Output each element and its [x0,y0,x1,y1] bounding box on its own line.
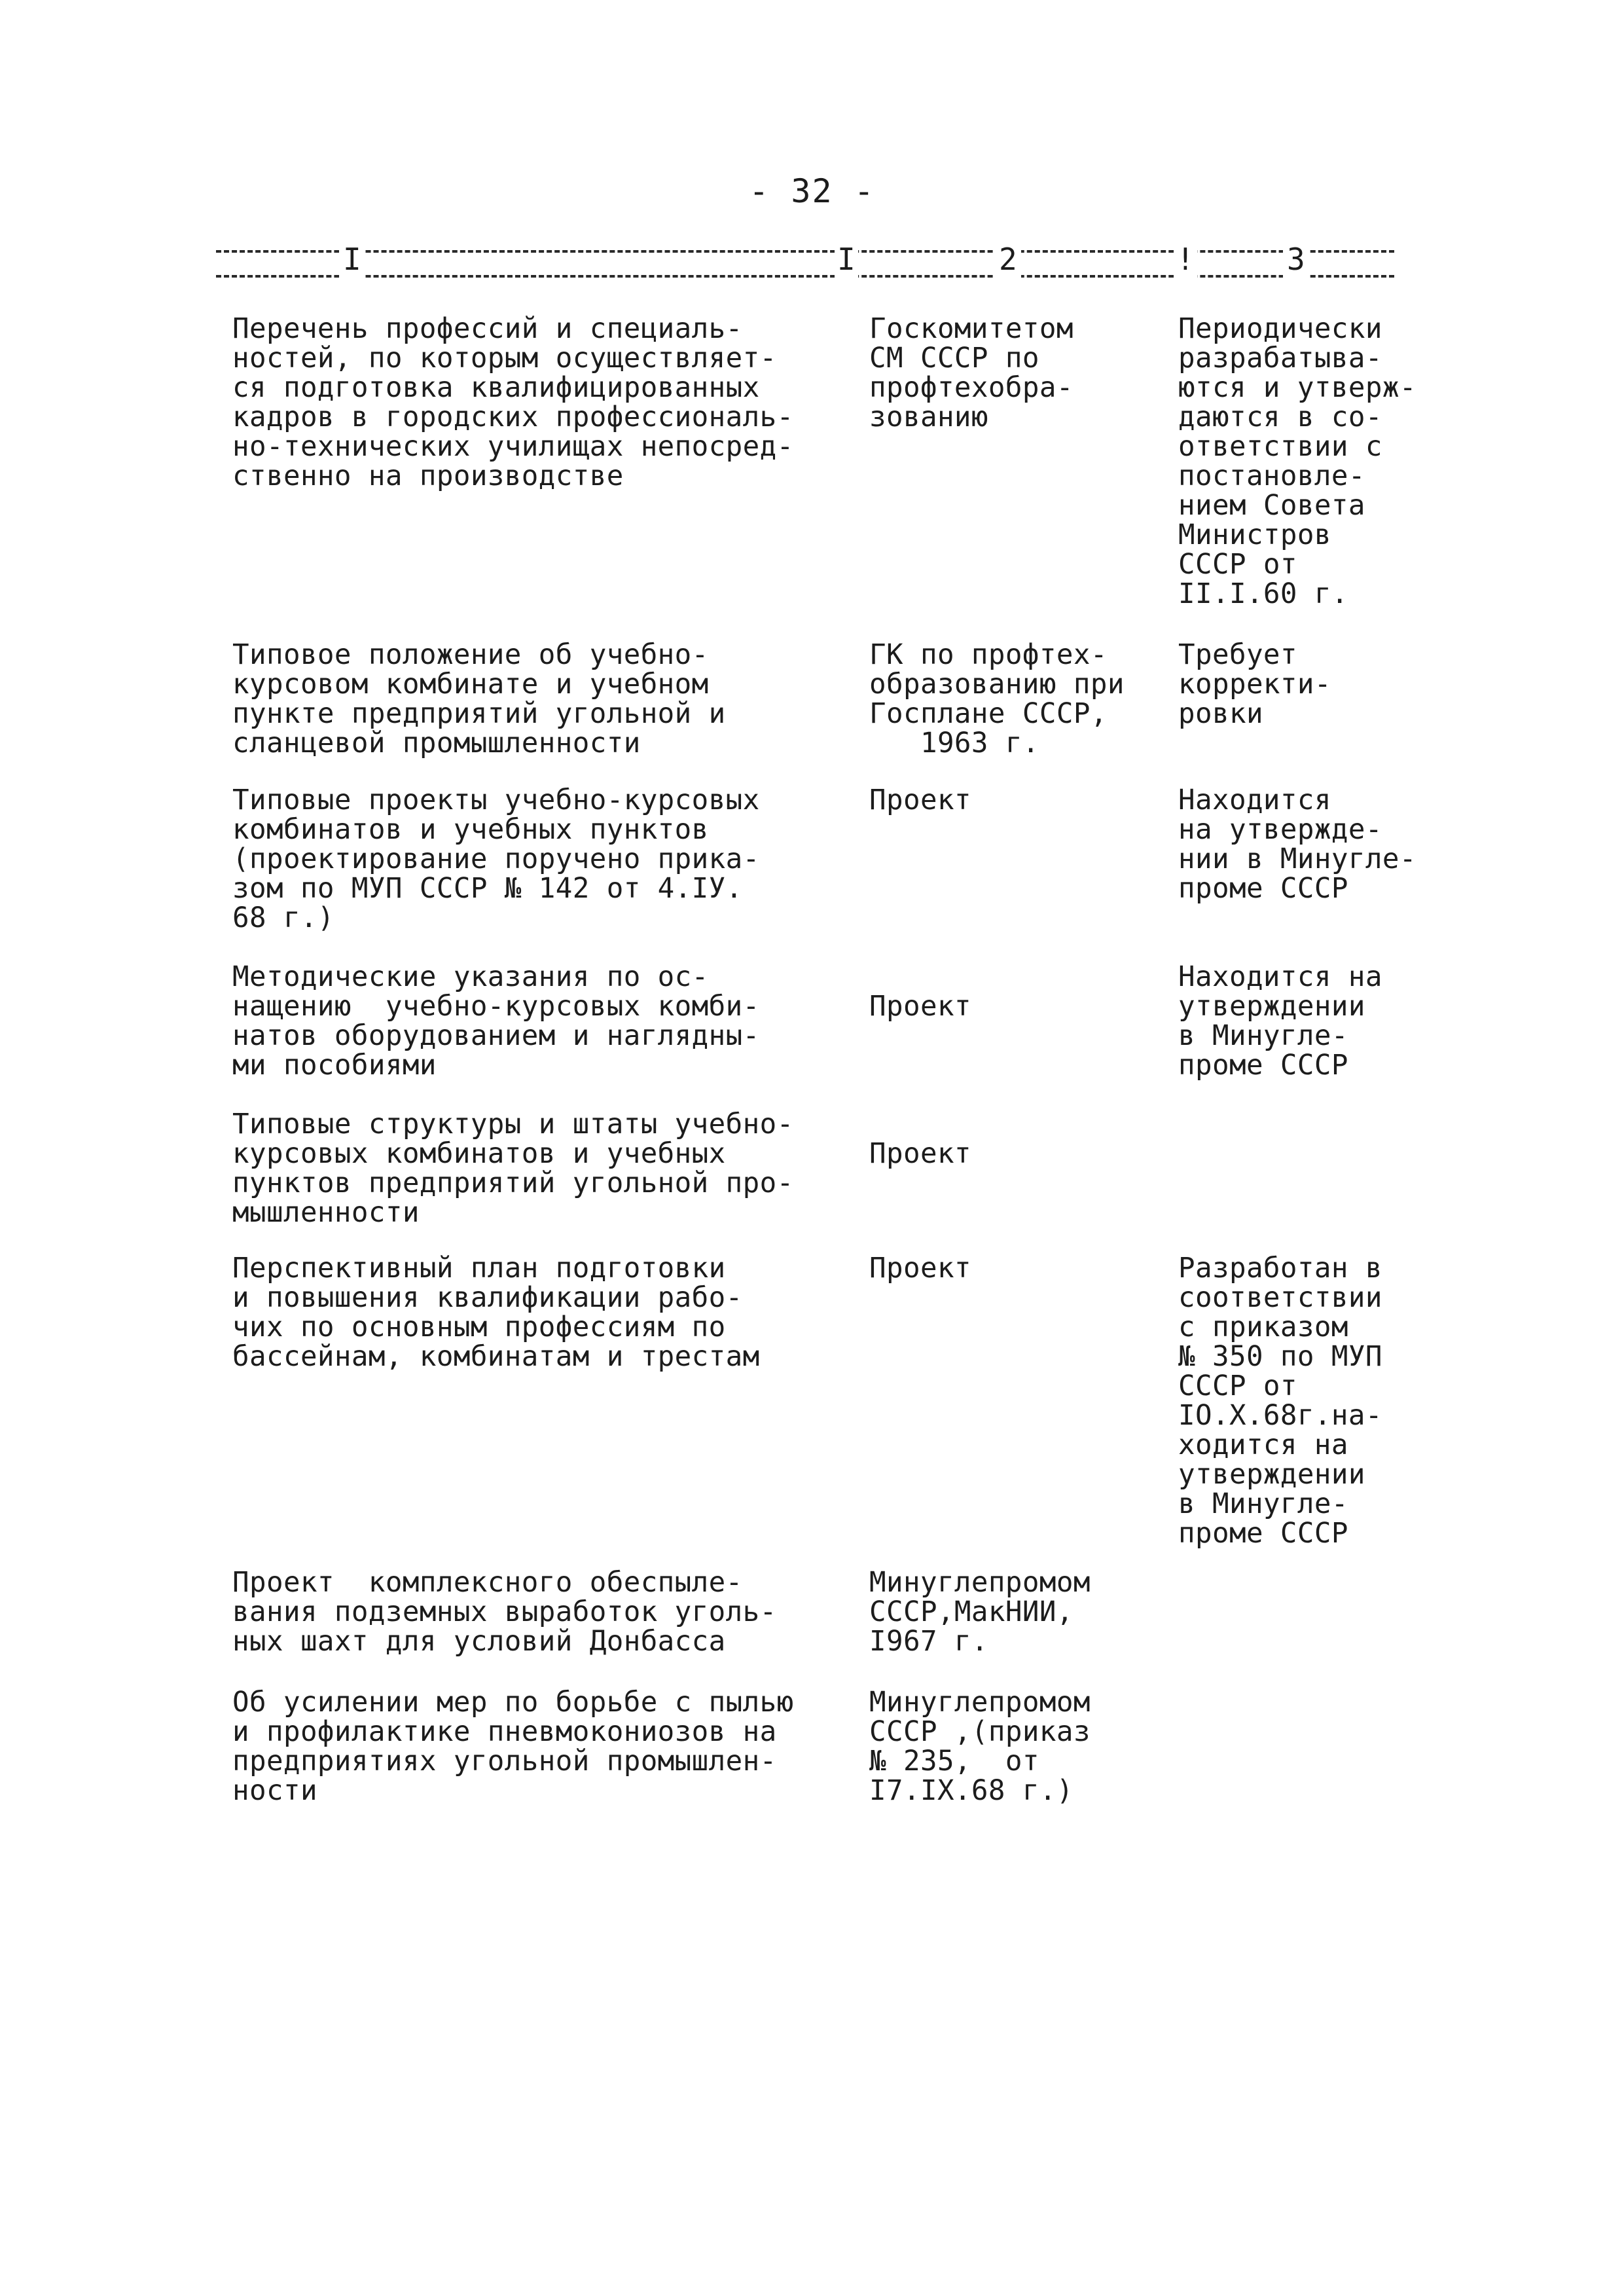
column-separator-1: I [835,241,858,278]
row-description: Типовое положение об учебно- курсовом комбинате и учебном пункте предприятий угольной и сланцевой промышленности [232,639,726,759]
header-dashed-rule-top [216,250,1394,253]
column-header-2: 2 [995,241,1021,278]
row-authority: Госкомитетом СМ СССР по профтехобра- зованию [869,313,1074,433]
row-description: Перспективный план подготовки и повышения квалификации рабо- чих по основным профессиям по бассейнам, комбинатам и трестам [232,1252,760,1373]
row-description: Об усилении мер по борьбе с пылью и профилактике пневмокониозов на предприятиях угольной промышлен- ности [232,1686,794,1807]
row-authority: Проект [869,784,971,816]
row-status: Периодически разрабатыва- ются и утверж- даются в со- ответствии с постановле- нием Совета Министров СССР от II.I.60 г. [1178,313,1416,610]
row-description: Методические указания по ос- нащению учебно-курсовых комби- натов оборудованием и наглядны- ми пособиями [232,961,760,1082]
header-dashed-rule-bottom [216,275,1394,278]
row-status: Требует корректи- ровки [1178,639,1331,730]
row-description: Проект комплексного обеспыле- вания подземных выработок уголь- ных шахт для условий Донбасса [232,1567,777,1658]
row-authority: Минуглепромом СССР,МакНИИ, I967 г. [869,1567,1091,1658]
row-authority: Проект [869,1138,971,1170]
row-status: Находится на утвержде- нии в Минугле- проме СССР [1178,784,1416,905]
row-description: Типовые проекты учебно-курсовых комбинатов и учебных пунктов (проектирование поручено прика- зом по МУП СССР № 142 от 4.IУ. 68 г.) [232,784,760,934]
row-description: Типовые структуры и штаты учебно- курсовых комбинатов и учебных пунктов предприятий угольной про- мышленности [232,1108,794,1229]
row-authority: Проект [869,1252,971,1285]
row-authority: Минуглепромом СССР ,(приказ № 235, от I7.IX.68 г.) [869,1686,1091,1807]
row-authority: Проект [869,991,971,1023]
row-description: Перечень профессий и специаль- ностей, по которым осуществляет- ся подготовка квалифицированных кадров в городских профессиональ- но-технических училищах непосред- ственно на производстве [232,313,794,492]
page-number: - 32 - [749,172,875,210]
column-header-3: 3 [1283,241,1309,278]
column-separator-2: ! [1174,241,1197,278]
row-status: Находится на утверждении в Минугле- проме СССР [1178,961,1382,1082]
row-authority: ГК по профтех- образованию при Госплане СССР, 1963 г. [869,639,1125,759]
column-header-1: I [339,241,365,278]
row-status: Разработан в соответствии с приказом № 350 по МУП СССР от IO.X.68г.на- ходится на утверждении в Минугле- проме СССР [1178,1252,1382,1550]
